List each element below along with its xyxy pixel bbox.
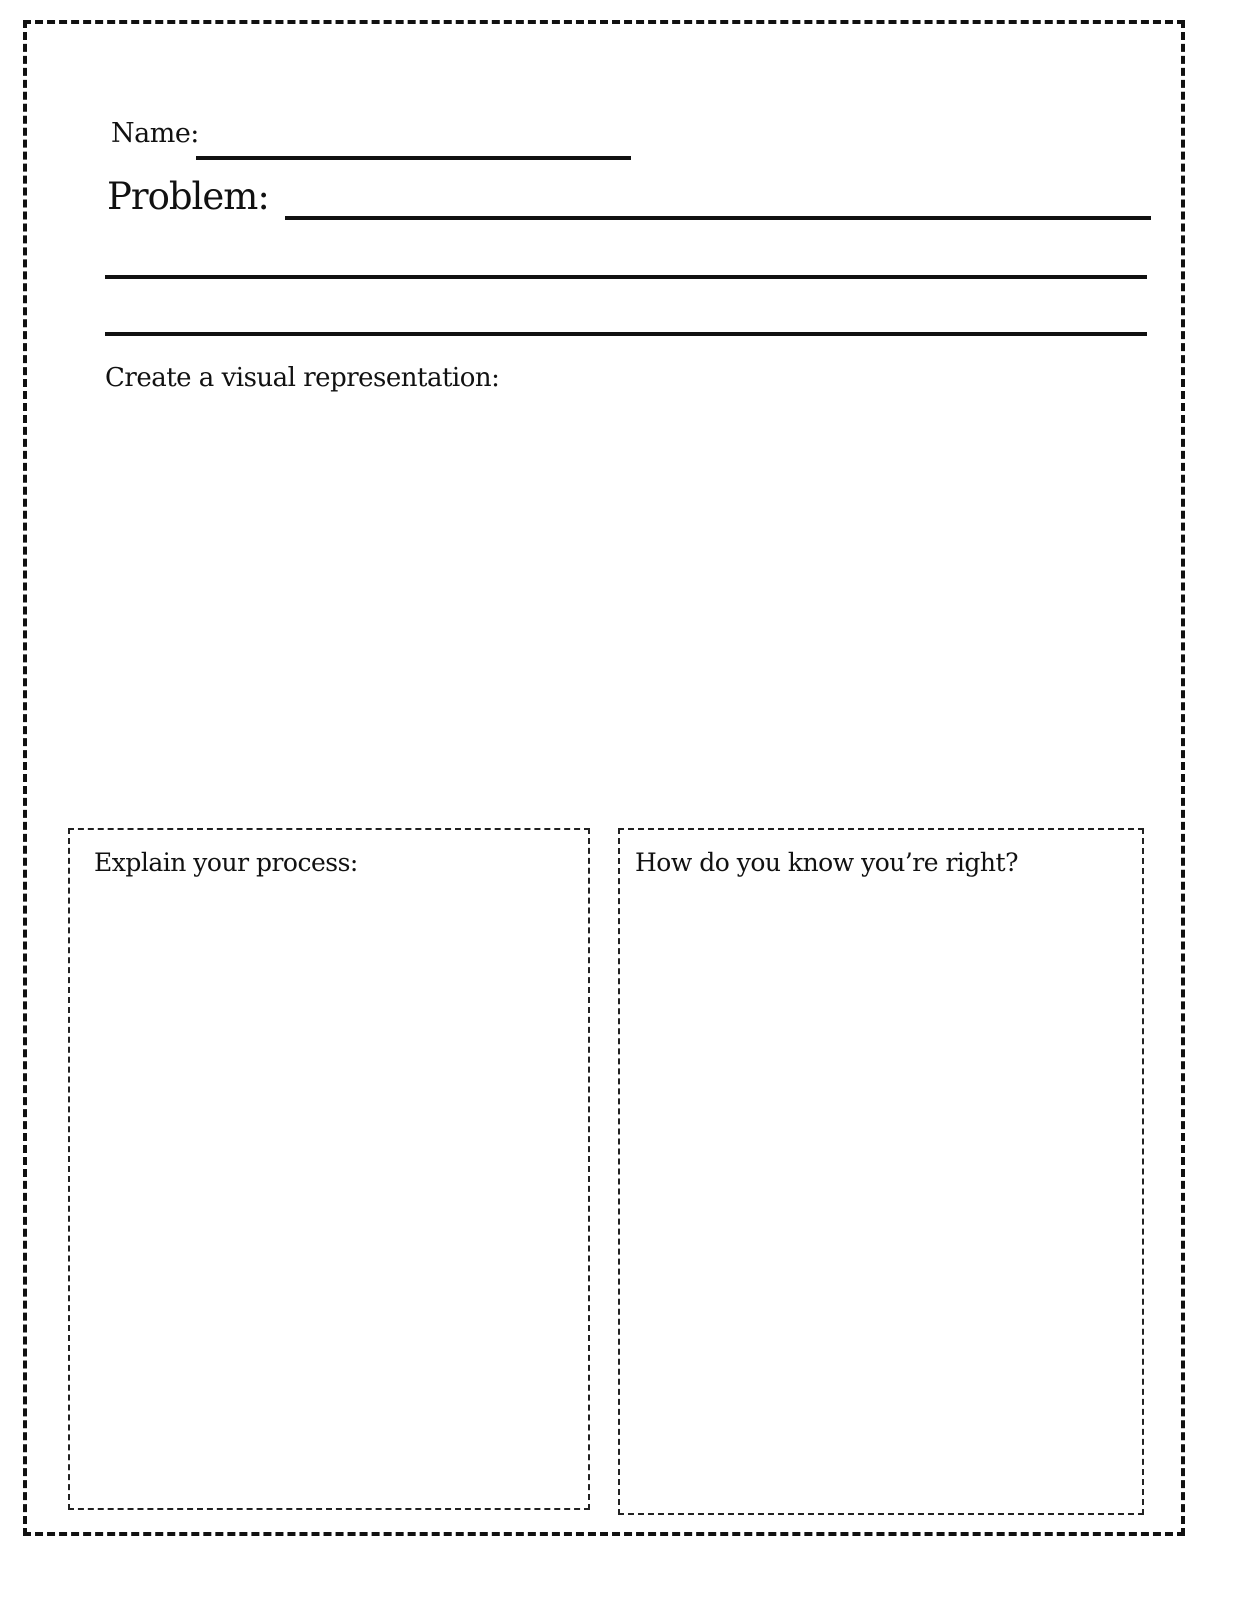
name-write-line[interactable]: [196, 156, 631, 160]
visual-representation-label: Create a visual representation:: [105, 363, 500, 393]
justification-box[interactable]: [618, 828, 1144, 1515]
problem-write-line-3[interactable]: [105, 332, 1147, 336]
visual-representation-area[interactable]: [105, 400, 1147, 810]
explain-process-box[interactable]: [68, 828, 590, 1510]
problem-label: Problem:: [107, 175, 269, 218]
justification-label: How do you know you’re right?: [635, 848, 1018, 877]
problem-write-line[interactable]: [285, 216, 1151, 220]
name-label: Name:: [111, 118, 199, 149]
explain-process-label: Explain your process:: [94, 848, 358, 877]
problem-write-line-2[interactable]: [105, 275, 1147, 279]
